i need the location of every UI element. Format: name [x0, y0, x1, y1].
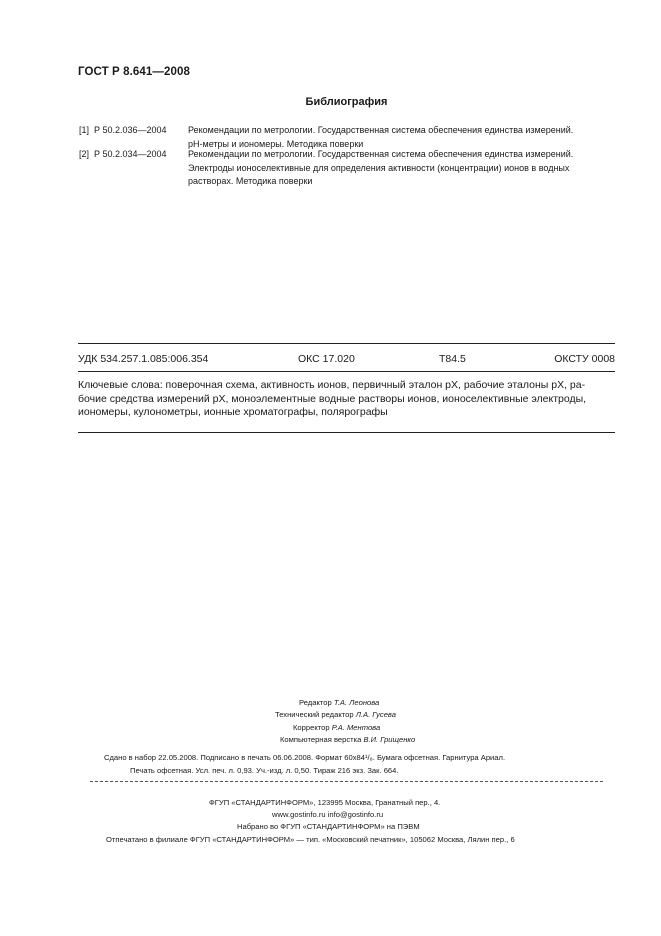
credit-role: Корректор [293, 722, 330, 732]
divider-top [78, 343, 615, 344]
entry-number: [1] [79, 125, 90, 135]
bibliography-entry [79, 148, 619, 190]
entry-text [188, 148, 620, 189]
imprint-block [0, 752, 661, 777]
classification-row [78, 353, 615, 367]
bibliography-title-text: Библиография [305, 96, 388, 108]
udk-code: УДК 534.257.1.085:006.354 [78, 353, 209, 365]
entry-number: [2] [79, 149, 90, 159]
credit-name: Л.А. Гусева [355, 710, 396, 720]
document-code: ГОСТ Р 8.641—2008 [78, 66, 190, 78]
imprint-line: Печать офсетная. Усл. печ. л. 0,93. Уч.-изд. л. 0,50. Тираж 216 экз. Зак. 664. [130, 765, 399, 775]
t-code: Т84.5 [439, 353, 466, 365]
oks-code: ОКС 17.020 [298, 353, 355, 365]
credit-role: Компьютерная верстка [280, 735, 362, 745]
publisher-line: Отпечатано в филиале ФГУП «СТАНДАРТИНФОРМ» — тип. «Московский печатник», 105062 Москва, Лялин пер., 6 [106, 834, 515, 844]
imprint-line: Сдано в набор 22.05.2008. Подписано в печать 06.06.2008. Формат 60x84¹/₈. Бумага офсетная. Гарнитура Ариал. [104, 753, 506, 762]
credit-role: Технический редактор [275, 710, 354, 720]
entry-code: Р 50.2.036—2004 [94, 125, 167, 135]
entry-code: Р 50.2.034—2004 [94, 149, 167, 159]
dashed-divider [90, 781, 603, 782]
credit-name: Р.А. Ментова [331, 722, 381, 732]
entry-text-line: Электроды ионоселективные для определения активности (концентрации) ионов в водных [188, 162, 570, 173]
credit-role: Редактор [299, 698, 332, 707]
credit-line [299, 697, 661, 709]
entry-text-line: Рекомендации по метрологии. Государственная система обеспечения единства измерений. [188, 149, 574, 159]
keywords-line: бочие средства измерений pX, моноэлементные водные растворы ионов, ионоселективные электроды, [78, 392, 587, 405]
credit-line [275, 709, 661, 721]
credits-block [0, 697, 661, 747]
publisher-line: ФГУП «СТАНДАРТИНФОРМ», 123995 Москва, Гранатный пер., 4. [209, 798, 441, 807]
credit-line [280, 734, 661, 746]
credit-line [293, 722, 661, 734]
entry-text [188, 124, 620, 151]
publisher-block [0, 797, 661, 846]
keywords-paragraph [78, 379, 618, 420]
keywords-line: Ключевые слова: поверочная схема, активность ионов, первичный эталон pX, рабочие эталоны pX, ра- [78, 379, 586, 391]
credit-name: В.И. Грищенко [363, 735, 416, 745]
entry-text-line: растворах. Методика поверки [188, 176, 313, 186]
entry-text-line: Рекомендации по метрологии. Государственная система обеспечения единства измерений. [188, 125, 574, 135]
credit-name: Т.А. Леонова [333, 698, 380, 707]
divider-middle [78, 371, 615, 372]
bibliography-title [0, 96, 661, 108]
okstu-code: ОКСТУ 0008 [554, 353, 615, 365]
publisher-web-line: www.gostinfo.ru info@gostinfo.ru [272, 810, 384, 820]
divider-bottom [78, 432, 615, 433]
publisher-line: Набрано во ФГУП «СТАНДАРТИНФОРМ» на ПЭВМ [237, 822, 420, 832]
entry-text-line: рН-метры и иономеры. Методика поверки [188, 138, 364, 149]
keywords-line: иономеры, кулонометры, ионные хроматографы, полярографы [78, 406, 388, 419]
